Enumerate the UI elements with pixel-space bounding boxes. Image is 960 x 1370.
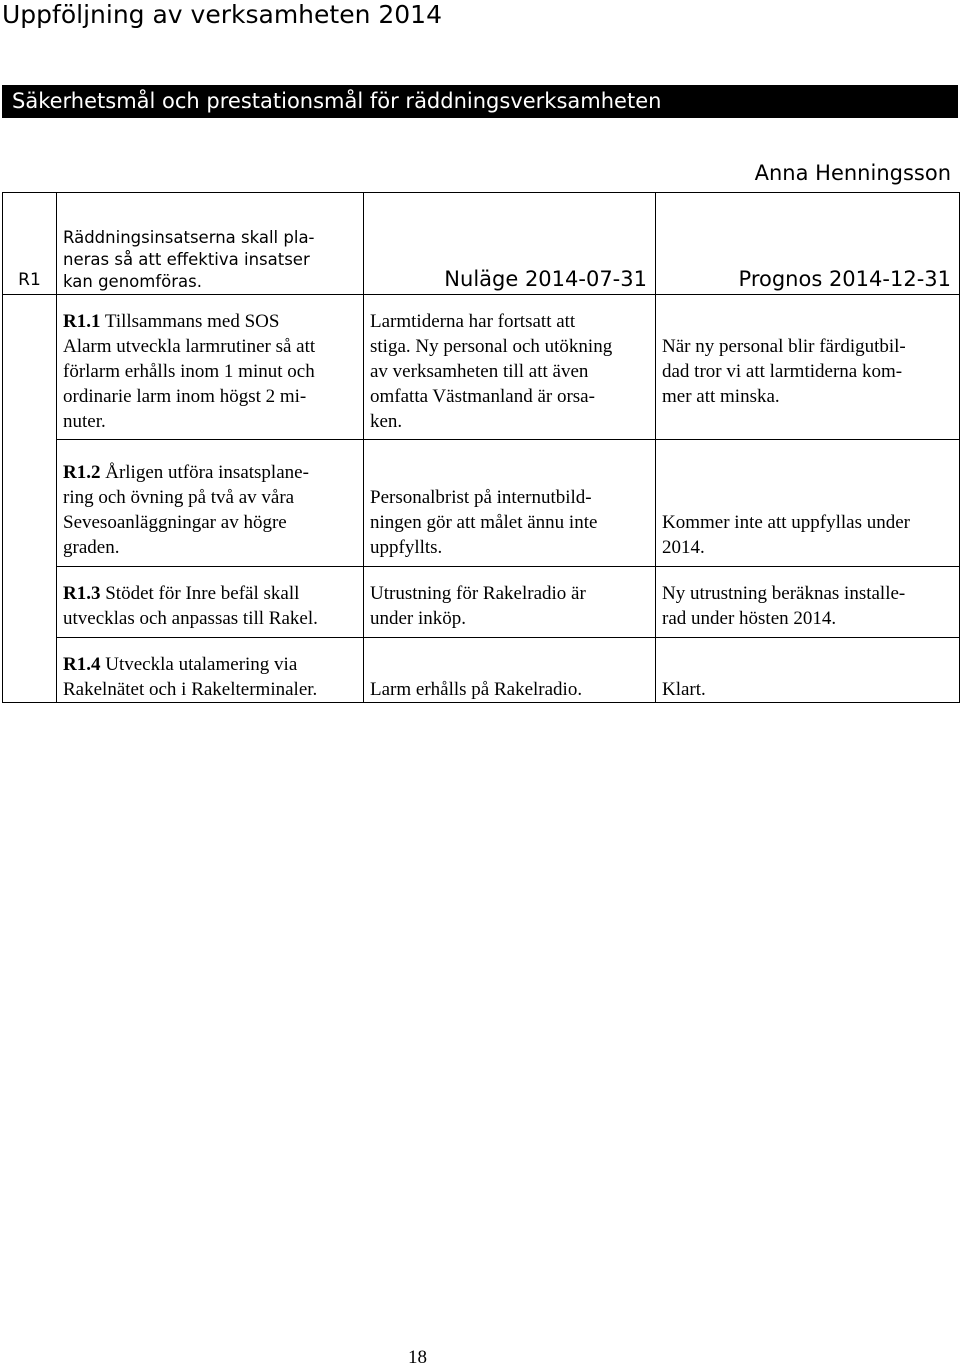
status-column-header: Nuläge 2014-07-31 xyxy=(364,193,656,295)
status-cell xyxy=(364,295,656,440)
table-row xyxy=(3,638,960,703)
forecast-line: 2014. xyxy=(662,537,705,558)
forecast-cell xyxy=(656,295,960,440)
status-line: ningen gör att målet ännu inte xyxy=(370,512,598,533)
goal-description-header xyxy=(57,193,364,295)
status-line: under inköp. xyxy=(370,608,467,629)
subgoal-cell xyxy=(57,567,364,638)
forecast-line: mer att minska. xyxy=(662,386,780,407)
goal-text-line: Räddningsinsatserna skall pla- xyxy=(63,228,315,247)
subgoal-line: förlarm erhålls inom 1 minut och xyxy=(63,361,315,382)
subgoal-code: R1. xyxy=(63,654,91,675)
status-line: ken. xyxy=(370,411,403,432)
status-line: uppfyllts. xyxy=(370,537,443,558)
subgoal-number: 2 xyxy=(90,462,101,483)
forecast-line: Kommer inte att uppfyllas under xyxy=(662,512,910,533)
table-row xyxy=(3,567,960,638)
subgoal-number: 4 xyxy=(90,654,101,675)
subgoal-number: 3 xyxy=(90,583,101,604)
subgoal-cell xyxy=(57,638,364,703)
subgoal-line: Sevesoanläggningar av högre xyxy=(63,512,287,533)
goal-text-line: kan genomföras. xyxy=(63,272,202,291)
forecast-cell xyxy=(656,638,960,703)
subgoal-code: R1. xyxy=(63,583,91,604)
subgoal-line: nuter. xyxy=(63,411,106,432)
forecast-line: Klart. xyxy=(662,679,706,700)
subgoal-cell xyxy=(57,295,364,440)
status-line: stiga. Ny personal och utökning xyxy=(370,336,613,357)
forecast-line: När ny personal blir färdigutbil- xyxy=(662,336,906,357)
subgoal-line: ordinarie larm inom högst 2 mi- xyxy=(63,386,307,407)
subgoal-line: R1.3 Stödet för Inre befäl skall xyxy=(63,583,300,604)
section-title: Säkerhetsmål och prestationsmål för räddningsverksamheten xyxy=(12,89,662,113)
status-line: Larm erhålls på Rakelradio. xyxy=(370,679,583,700)
page-number: 18 xyxy=(408,1347,427,1368)
forecast-line: Ny utrustning beräknas installe- xyxy=(662,583,906,604)
status-cell xyxy=(364,567,656,638)
author-name: Anna Henningsson xyxy=(754,161,951,185)
subgoal-line: R1.4 Utveckla utalamering via xyxy=(63,654,298,675)
subgoal-line: Alarm utveckla larmrutiner så att xyxy=(63,336,316,357)
status-cell xyxy=(364,638,656,703)
forecast-line: rad under hösten 2014. xyxy=(662,608,837,629)
status-line: Personalbrist på internutbild- xyxy=(370,487,592,508)
subgoal-line: Rakelnätet och i Rakelterminaler. xyxy=(63,679,318,700)
forecast-cell xyxy=(656,440,960,567)
forecast-line: dad tror vi att larmtiderna kom- xyxy=(662,361,903,382)
subgoal-line: R1.1 Tillsammans med SOS xyxy=(63,311,280,332)
goal-id-spacer-cell xyxy=(3,295,57,703)
status-cell xyxy=(364,440,656,567)
subgoal-cell xyxy=(57,440,364,567)
goal-id-header: R1 xyxy=(3,193,57,295)
subgoal-number: 1 xyxy=(90,311,101,332)
subgoal-code: R1. xyxy=(63,311,91,332)
subgoal-line: graden. xyxy=(63,537,120,558)
document-title: Uppföljning av verksamheten 2014 xyxy=(2,0,442,29)
subgoal-line: utvecklas och anpassas till Rakel. xyxy=(63,608,318,629)
table-row xyxy=(3,295,960,440)
status-line: av verksamheten till att även xyxy=(370,361,589,382)
subgoal-code: R1. xyxy=(63,462,91,483)
goal-follow-up-table xyxy=(2,192,960,703)
table-row xyxy=(3,440,960,567)
forecast-column-header: Prognos 2014-12-31 xyxy=(656,193,960,295)
subgoal-line: R1.2 Årligen utföra insatsplane- xyxy=(63,462,309,483)
table-header-row xyxy=(3,193,960,295)
forecast-cell xyxy=(656,567,960,638)
goal-text-line: neras så att effektiva insatser xyxy=(63,250,310,269)
status-line: Utrustning för Rakelradio är xyxy=(370,583,586,604)
section-header-bar xyxy=(2,85,958,118)
status-line: omfatta Västmanland är orsa- xyxy=(370,386,595,407)
status-line: Larmtiderna har fortsatt att xyxy=(370,311,576,332)
subgoal-line: ring och övning på två av våra xyxy=(63,487,295,508)
